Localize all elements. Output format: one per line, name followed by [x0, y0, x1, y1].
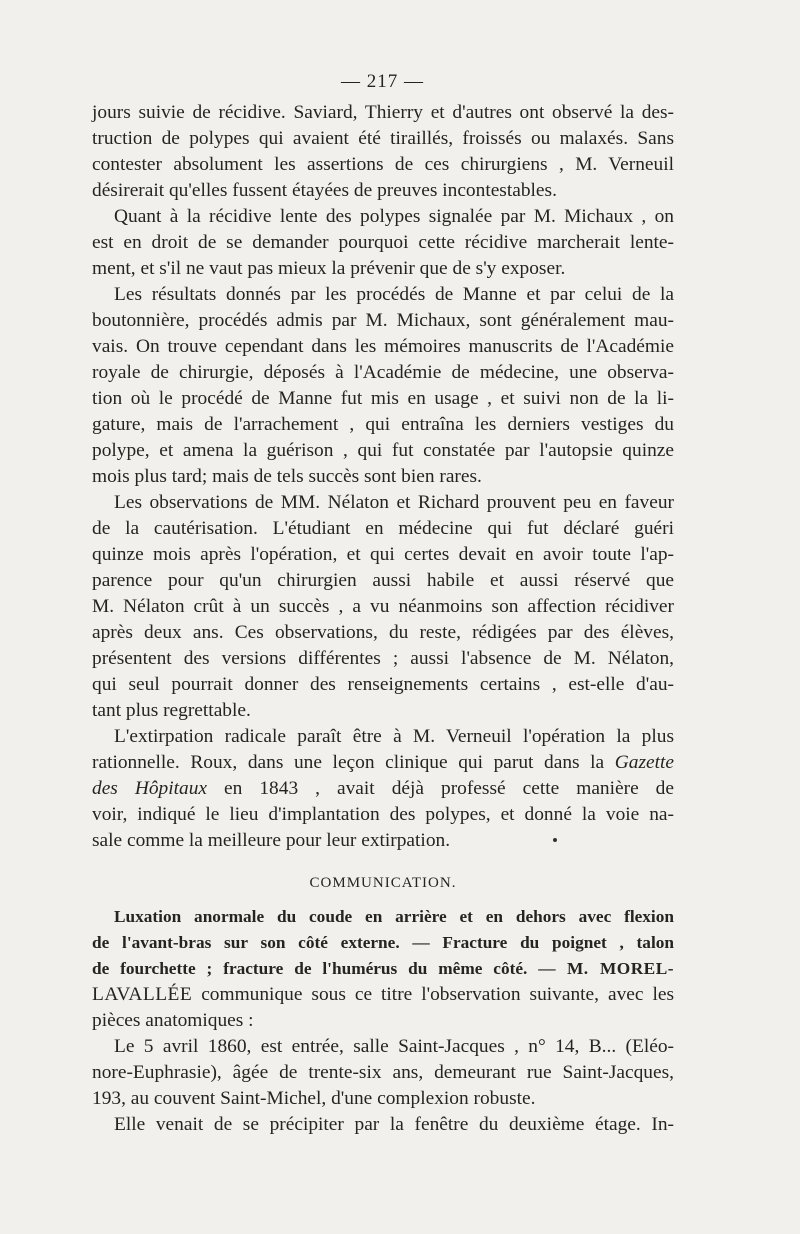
text-line: royale de chirurgie, déposés à l'Académie de médecine, une observa- — [92, 362, 674, 383]
text-line: est en droit de se demander pourquoi cette récidive marcherait lente- — [92, 232, 674, 253]
text-line — [92, 776, 674, 802]
communication-title-line: Luxation anormale du coude en arrière et en dehors avec flexion — [114, 907, 674, 926]
paragraph-8 — [92, 1112, 674, 1138]
text-line: Elle venait de se précipiter par la fenêtre du deuxième étage. In- — [114, 1114, 674, 1135]
text-line: Quant à la récidive lente des polypes signalée par M. Michaux , on — [114, 206, 674, 227]
text-line: voir, indiqué le lieu d'implantation des polypes, et donné la voie na- — [92, 804, 674, 825]
text-line — [92, 982, 674, 1008]
text-line: après deux ans. Ces observations, du reste, rédigées par des élèves, — [92, 622, 674, 643]
body-text — [92, 100, 674, 1138]
text-line: boutonnière, procédés admis par M. Michaux, sont généralement mau- — [92, 310, 674, 331]
text-line: L'extirpation radicale paraît être à M. Verneuil l'opération la plus — [114, 726, 674, 747]
text-fragment: en 1843 , avait déjà professé cette manière de — [224, 778, 674, 799]
text-line: désirerait qu'elles fussent étayées de preuves incontestables. — [92, 180, 557, 201]
text-line: quinze mois après l'opération, et qui certes devait en avoir toute l'ap- — [92, 544, 674, 565]
paragraph-4 — [92, 490, 674, 724]
text-line: jours suivie de récidive. Saviard, Thierry et d'autres ont observé la des- — [92, 102, 674, 123]
text-line — [92, 956, 674, 982]
communication-paragraph — [92, 904, 674, 1034]
paragraph-1 — [92, 100, 674, 204]
text-line: Les observations de MM. Nélaton et Richard prouvent peu en faveur — [114, 492, 674, 513]
text-fragment: rationnelle. Roux, dans une leçon clinique qui parut dans la — [92, 752, 605, 773]
text-line: 193, au couvent Saint-Michel, d'une complexion robuste. — [92, 1088, 536, 1109]
text-line: nore-Euphrasie), âgée de trente-six ans, demeurant rue Saint-Jacques, — [92, 1062, 674, 1083]
text-line: tion où le procédé de Manne fut mis en usage , et suivi non de la li- — [92, 388, 674, 409]
text-line: ment, et s'il ne vaut pas mieux la prévenir que de s'y exposer. — [92, 258, 566, 279]
text-line: qui seul pourrait donner des renseignements certains , est-elle d'au- — [92, 674, 674, 695]
text-line: présentent des versions différentes ; aussi l'absence de M. Nélaton, — [92, 648, 674, 669]
author-name: LAVALLÉE — [92, 984, 193, 1005]
page-number: — 217 — — [341, 71, 424, 92]
text-fragment: communique sous ce titre l'observation suivante, avec les — [201, 984, 674, 1005]
paragraph-7 — [92, 1034, 674, 1112]
section-heading: COMMUNICATION. — [309, 875, 457, 891]
text-line: parence pour qu'un chirurgien aussi habile et aussi réservé que — [92, 570, 674, 591]
ink-dot — [553, 838, 557, 842]
text-line: tant plus regrettable. — [92, 700, 251, 721]
text-line: sale comme la meilleure pour leur extirpation. — [92, 830, 451, 851]
paragraph-2 — [92, 204, 674, 282]
communication-title-line: de fourchette ; fracture de l'humérus du même côté. — — [92, 959, 556, 978]
paragraph-3 — [92, 282, 674, 490]
text-line: gature, mais de l'arrachement , qui entraîna les derniers vestiges du — [92, 414, 674, 435]
journal-title: des Hôpitaux — [92, 778, 208, 799]
paragraph-5 — [92, 724, 674, 854]
text-line: de la cautérisation. L'étudiant en médecine qui fut déclaré guéri — [92, 518, 674, 539]
journal-title: Gazette — [614, 752, 674, 773]
communication-title-line: de l'avant-bras sur son côté externe. — Fracture du poignet , talon — [92, 933, 674, 952]
text-line — [92, 750, 674, 776]
text-line: mois plus tard; mais de tels succès sont bien rares. — [92, 466, 482, 487]
text-line: Le 5 avril 1860, est entrée, salle Saint-Jacques , n° 14, B... (Eléo- — [114, 1036, 674, 1057]
text-line: contester absolument les assertions de ces chirurgiens , M. Verneuil — [92, 154, 674, 175]
text-line: vais. On trouve cependant dans les mémoires manuscrits de l'Académie — [92, 336, 674, 357]
text-line: truction de polypes qui avaient été tiraillés, froissés ou malaxés. Sans — [92, 128, 674, 149]
text-line: Les résultats donnés par les procédés de Manne et par celui de la — [114, 284, 674, 305]
text-line: M. Nélaton crût à un succès , a vu néanmoins son affection récidiver — [92, 596, 674, 617]
author-name: M. MOREL- — [566, 959, 674, 978]
text-line: pièces anatomiques : — [92, 1010, 254, 1031]
text-line: polype, et amena la guérison , qui fut constatée par l'autopsie quinze — [92, 440, 674, 461]
